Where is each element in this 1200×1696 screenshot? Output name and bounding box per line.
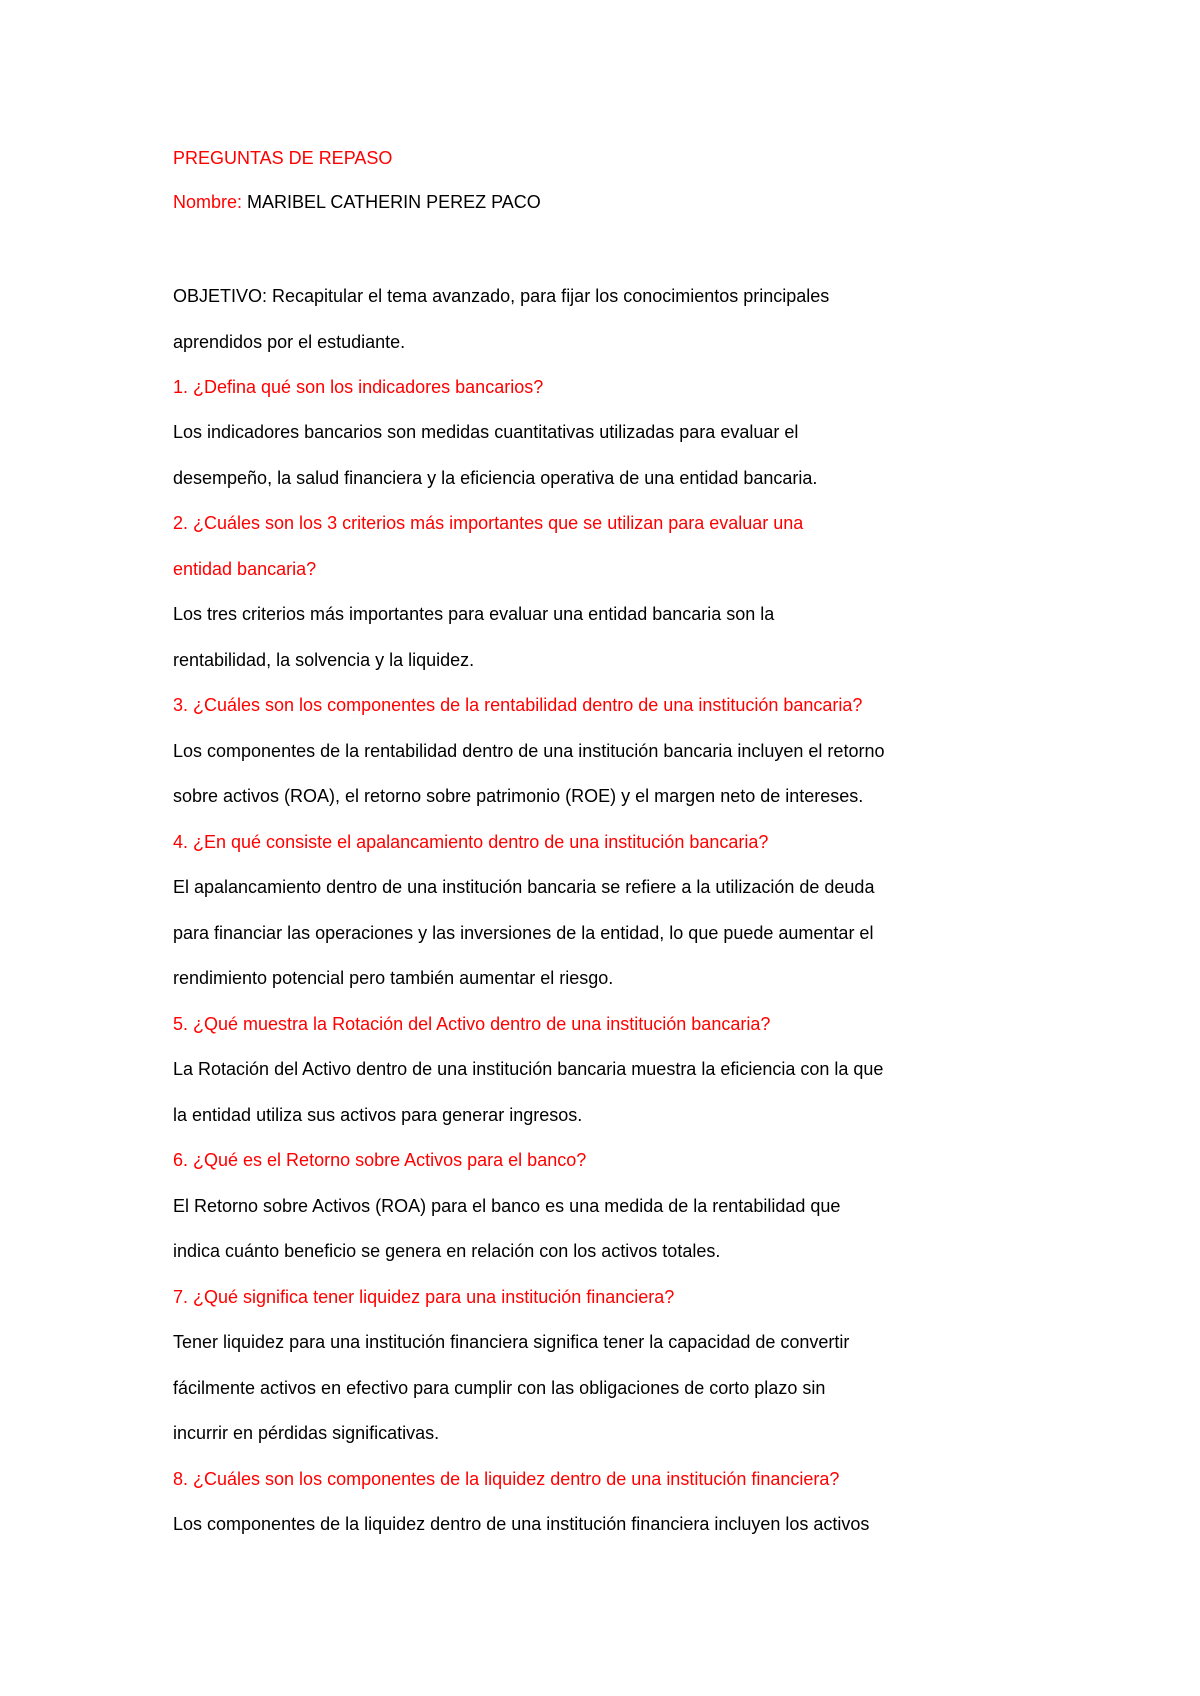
answer-8-line-1: Los componentes de la liquidez dentro de una institución financiera incluyen los activos	[173, 1514, 870, 1534]
answer-7-line-2: fácilmente activos en efectivo para cumplir con las obligaciones de corto plazo sin	[173, 1378, 826, 1398]
answer-1-line-2: desempeño, la salud financiera y la eficiencia operativa de una entidad bancaria.	[173, 468, 818, 488]
question-4: 4. ¿En qué consiste el apalancamiento dentro de una institución bancaria?	[173, 832, 769, 852]
answer-3-line-1: Los componentes de la rentabilidad dentro de una institución bancaria incluyen el retorno	[173, 741, 885, 761]
objective-line-1: OBJETIVO: Recapitular el tema avanzado, para fijar los conocimientos principales	[173, 286, 830, 306]
name-value: MARIBEL CATHERIN PEREZ PACO	[247, 192, 541, 212]
answer-1-line-1: Los indicadores bancarios son medidas cuantitativas utilizadas para evaluar el	[173, 422, 799, 442]
student-name-line	[173, 190, 541, 214]
answer-4-line-2: para financiar las operaciones y las inversiones de la entidad, lo que puede aumentar el	[173, 923, 874, 943]
question-3: 3. ¿Cuáles son los componentes de la rentabilidad dentro de una institución bancaria?	[173, 695, 863, 715]
answer-6-line-2: indica cuánto beneficio se genera en relación con los activos totales.	[173, 1241, 721, 1261]
answer-7-line-1: Tener liquidez para una institución financiera significa tener la capacidad de convertir	[173, 1332, 850, 1352]
document-title: PREGUNTAS DE REPASO	[173, 148, 393, 168]
question-2-line-2: entidad bancaria?	[173, 559, 317, 579]
answer-2-line-1: Los tres criterios más importantes para evaluar una entidad bancaria son la	[173, 604, 775, 624]
answer-6-line-1: El Retorno sobre Activos (ROA) para el banco es una medida de la rentabilidad que	[173, 1196, 841, 1216]
objective-line-2: aprendidos por el estudiante.	[173, 332, 406, 352]
answer-7-line-3: incurrir en pérdidas significativas.	[173, 1423, 440, 1443]
question-8: 8. ¿Cuáles son los componentes de la liquidez dentro de una institución financiera?	[173, 1469, 840, 1489]
question-1: 1. ¿Defina qué son los indicadores bancarios?	[173, 377, 544, 397]
question-7: 7. ¿Qué significa tener liquidez para una institución financiera?	[173, 1287, 675, 1307]
answer-4-line-3: rendimiento potencial pero también aumentar el riesgo.	[173, 968, 614, 988]
answer-5-line-2: la entidad utiliza sus activos para generar ingresos.	[173, 1105, 583, 1125]
question-5: 5. ¿Qué muestra la Rotación del Activo dentro de una institución bancaria?	[173, 1014, 771, 1034]
answer-3-line-2: sobre activos (ROA), el retorno sobre patrimonio (ROE) y el margen neto de intereses.	[173, 786, 864, 806]
question-6: 6. ¿Qué es el Retorno sobre Activos para el banco?	[173, 1150, 587, 1170]
answer-5-line-1: La Rotación del Activo dentro de una institución bancaria muestra la eficiencia con la que	[173, 1059, 884, 1079]
answer-2-line-2: rentabilidad, la solvencia y la liquidez.	[173, 650, 475, 670]
question-2-line-1: 2. ¿Cuáles son los 3 criterios más importantes que se utilizan para evaluar una	[173, 513, 804, 533]
name-label: Nombre:	[173, 192, 243, 212]
answer-4-line-1: El apalancamiento dentro de una institución bancaria se refiere a la utilización de deuda	[173, 877, 875, 897]
